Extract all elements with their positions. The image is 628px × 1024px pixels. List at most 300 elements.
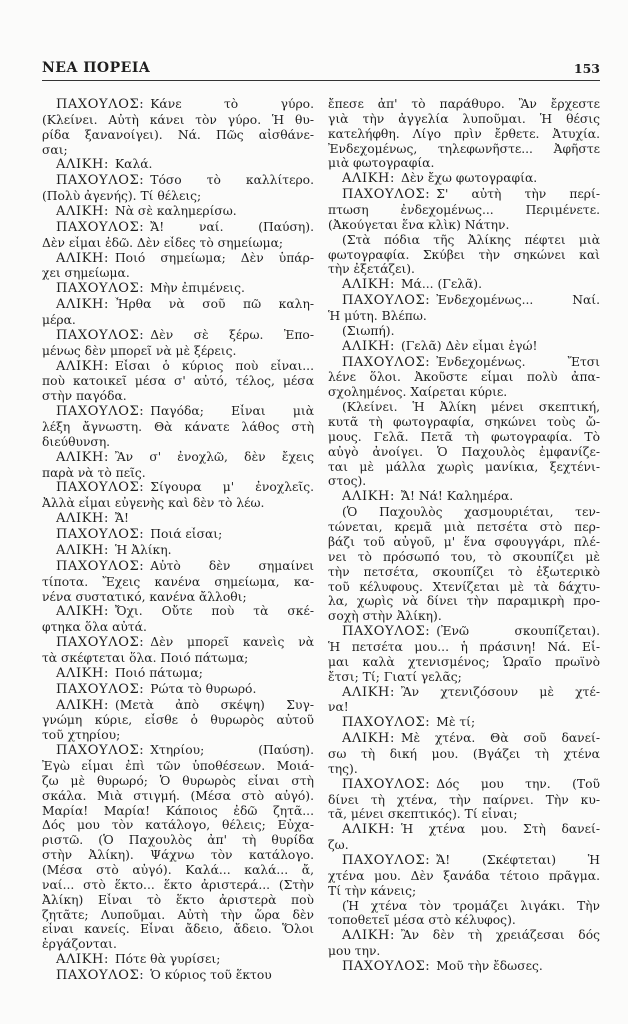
- stage-direction-paragraph: [328, 505, 600, 624]
- line-text: νει τὸ πρόσωπό του, τὸ σκουπίζει μὲ: [328, 549, 600, 564]
- line-text: (Ἐνῶ σκουπίζεται).: [436, 624, 600, 639]
- line-text: ἐργάζονται.: [42, 937, 117, 952]
- text-line: [328, 550, 600, 565]
- text-line: [42, 863, 314, 878]
- text-line: [42, 220, 314, 236]
- line-text: Ἀλλὰ εἶμαι εὐγενὴς καὶ δὲν τὸ λέω.: [42, 496, 265, 511]
- text-line: [42, 128, 314, 143]
- line-text: Ἂν σ' ἐνοχλῶ, δὲν ἔχεις: [114, 449, 314, 464]
- speaker-name: ΠΑΧΟΥΛΟΣ:: [342, 624, 431, 640]
- line-text: Ὄχι. Οὔτε ποὺ τὰ σκέ-: [114, 604, 314, 619]
- speaker-name: ΠΑΧΟΥΛΟΣ:: [56, 681, 145, 697]
- dialogue-paragraph: [328, 731, 600, 777]
- dialogue-paragraph: [42, 543, 314, 559]
- line-text: Ἄ! (Σκέφτεται) Ἡ: [436, 852, 600, 867]
- line-text: Σ' αὐτὴ τὴν περί-: [436, 187, 600, 202]
- dialogue-paragraph: [42, 604, 314, 635]
- speaker-name: ΠΑΧΟΥΛΟΣ:: [342, 715, 431, 731]
- line-text: Μά... (Γελᾶ).: [400, 277, 482, 292]
- text-line: [328, 928, 600, 944]
- text-line: [42, 590, 314, 605]
- speaker-name: ΠΑΧΟΥΛΟΣ:: [56, 219, 145, 235]
- line-text: εἶναι κανείς. Εἶναι ἄδειο, ἄδειο. Ὅλοι: [42, 922, 314, 937]
- speaker-name: ΠΑΧΟΥΛΟΣ:: [56, 635, 145, 651]
- line-text: Μοῦ τὴν ἔδωσες.: [436, 958, 543, 973]
- stage-direction-paragraph: [328, 324, 600, 339]
- text-line: [42, 698, 314, 714]
- line-text: Ἐνδεχομένως... Ναί.: [436, 293, 600, 308]
- text-line: [42, 313, 314, 328]
- line-text: Μὲ τί;: [436, 715, 476, 730]
- text-line: [42, 511, 314, 527]
- text-line: [328, 415, 600, 430]
- text-line: [328, 262, 600, 277]
- line-text: Ἐνδεχομένως. Ἔτσι: [436, 354, 600, 369]
- text-line: [328, 293, 600, 309]
- line-text: λα, χωρὶς νὰ δίνει τὴν παραμικρὴ προ-: [328, 594, 600, 609]
- line-text: Ποιό πάτωμα;: [114, 665, 203, 680]
- line-text: κυτᾶ τὴ φωτογραφία, σηκώνει τοὺς ὤ-: [328, 415, 600, 430]
- line-text: Αὐτὸ δὲν σημαίνει: [150, 558, 314, 573]
- text-line: [328, 884, 600, 899]
- dialogue-paragraph: [328, 685, 600, 716]
- line-text: Ὁ κύριος τοῦ ἕκτου: [150, 967, 272, 982]
- text-line: [42, 620, 314, 635]
- speaker-name: ΑΛΙΚΗ:: [56, 157, 109, 173]
- line-text: ζω.: [328, 838, 349, 853]
- line-text: ται μὲ μάλλα χωρὶς μανίκια, ξεχτένι-: [328, 459, 600, 474]
- line-text: Ἀλίκη) Εἶναι τὸ ἕκτο ἀριστερὰ ποὺ: [42, 892, 314, 907]
- dialogue-paragraph: [328, 822, 600, 853]
- stage-direction-paragraph: [328, 400, 600, 489]
- line-text: (Μέσα στὸ αὐγό). Καλά... καλά... ἄ,: [42, 862, 314, 877]
- text-line: [328, 777, 600, 793]
- text-line: [328, 489, 600, 505]
- speaker-name: ΑΛΙΚΗ:: [56, 297, 109, 313]
- speaker-name: ΠΑΧΟΥΛΟΣ:: [56, 281, 145, 297]
- line-text: Ἡ μύτη. Βλέπω.: [328, 309, 427, 324]
- text-line: [42, 728, 314, 743]
- dialogue-paragraph: [328, 928, 600, 959]
- line-text: Ἂν χτενιζόσουν μὲ χτέ-: [400, 684, 600, 699]
- text-line: [328, 640, 600, 655]
- line-text: Ἡ πετσέτα μου... ἡ πράσινη! Νά. Εἶ-: [328, 639, 600, 654]
- line-text: ζητᾶτε; Λυποῦμαι. Αὐτὴ τὴν ὥρα δὲν: [42, 907, 314, 922]
- text-line: [328, 430, 600, 445]
- text-line: [328, 853, 600, 869]
- line-text: Νὰ σὲ καλημερίσω.: [114, 204, 237, 219]
- speaker-name: ΠΑΧΟΥΛΟΣ:: [342, 187, 431, 203]
- line-text: γνώμη κύριε, εἶσθε ὁ θυρωρὸς αὐτοῦ: [42, 713, 314, 728]
- text-line: [42, 527, 314, 543]
- text-line: [328, 747, 600, 762]
- line-text: Ποιά εἶσαι;: [150, 527, 223, 542]
- line-text: (Μετὰ ἀπὸ σκέψη) Συγ-: [114, 697, 314, 712]
- speaker-name: ΠΑΧΟΥΛΟΣ:: [56, 173, 145, 189]
- text-line: [42, 604, 314, 620]
- line-text: Ρώτα τὸ θυρωρό.: [150, 681, 257, 696]
- speaker-name: ΑΛΙΚΗ:: [342, 822, 395, 838]
- dialogue-paragraph: [42, 559, 314, 605]
- line-text: Ἦρθα νὰ σοῦ πῶ καλη-: [114, 297, 314, 312]
- speaker-name: ΑΛΙΚΗ:: [56, 697, 109, 713]
- speaker-name: ΑΛΙΚΗ:: [342, 684, 395, 700]
- text-line: [42, 359, 314, 375]
- text-line: [42, 937, 314, 952]
- line-text: αὐγὸ ἀνοίγει. Ὁ Παχουλὸς ἐμφανίζε-: [328, 444, 600, 459]
- dialogue-paragraph: [42, 97, 314, 157]
- dialogue-paragraph: [42, 404, 314, 450]
- speaker-name: ΑΛΙΚΗ:: [56, 511, 109, 527]
- line-text: λέξη ἄγνωστη. Θὰ κάνατε λάθος στὴ: [42, 420, 314, 435]
- text-line: [328, 959, 600, 975]
- dialogue-paragraph: [42, 328, 314, 359]
- text-line: [42, 281, 314, 297]
- speaker-name: ΑΛΙΚΗ:: [56, 204, 109, 220]
- speaker-name: ΠΑΧΟΥΛΟΣ:: [56, 327, 145, 343]
- line-text: ναί... στὸ ἕκτο... ἕκτο ἀριστερά... (Στὴν: [42, 877, 314, 892]
- line-text: Δός μου την. (Τοῦ: [436, 776, 600, 791]
- text-line: [42, 204, 314, 220]
- text-line: [42, 189, 314, 204]
- stage-direction-paragraph: [328, 899, 600, 929]
- text-line: [328, 355, 600, 371]
- speaker-name: ΑΛΙΚΗ:: [56, 604, 109, 620]
- line-text: Δὲν μπορεῖ κανεὶς νὰ: [150, 635, 314, 650]
- line-text: Παγόδα; Εἶναι μιὰ: [150, 404, 314, 419]
- line-text: (Κλείνει. Ἡ Ἀλίκη μένει σκεπτική,: [342, 400, 600, 415]
- line-text: μαι καλὰ χτενισμένος; Ὡραῖο πρωϊνὸ: [328, 654, 600, 669]
- dialogue-paragraph: [328, 355, 600, 401]
- dialogue-paragraph: [42, 743, 314, 952]
- text-line: [42, 389, 314, 404]
- speaker-name: ΑΛΙΚΗ:: [56, 665, 109, 681]
- line-text: τὴν ἐξετάζει).: [328, 262, 415, 277]
- speaker-name: ΑΛΙΚΗ:: [342, 171, 395, 187]
- line-text: Πότε θὰ γυρίσει;: [114, 952, 221, 967]
- line-text: Καλά.: [114, 157, 153, 172]
- line-text: στὴν Ἀλίκη). Ψάχνω τὸν κατάλογο.: [42, 848, 314, 863]
- dialogue-paragraph: [42, 359, 314, 405]
- text-line: [328, 565, 600, 580]
- text-line: [42, 374, 314, 389]
- text-line: [42, 908, 314, 923]
- text-line: [42, 848, 314, 863]
- speaker-name: ΠΑΧΟΥΛΟΣ:: [56, 967, 145, 983]
- text-line: [42, 157, 314, 173]
- text-line: [328, 339, 600, 355]
- line-text: Ἄ! ναί. (Παύση).: [150, 219, 314, 234]
- line-text: γιὰ τὴν ἀγγελία λυποῦμαι. Ἡ θέσις: [328, 111, 600, 126]
- text-line: [328, 156, 600, 171]
- line-text: στὴν παγόδα.: [42, 389, 127, 404]
- text-line: [42, 404, 314, 420]
- dialogue-paragraph: [328, 853, 600, 899]
- line-text: μένως δὲν μπορεῖ νὰ μὲ ξέρεις.: [42, 343, 237, 358]
- line-text: διεύθυνση.: [42, 434, 111, 449]
- speaker-name: ΠΑΧΟΥΛΟΣ:: [342, 958, 431, 974]
- text-line: [328, 142, 600, 157]
- dialogue-paragraph: [328, 277, 600, 293]
- line-text: Δὲν ἔχω φωτογραφία.: [400, 171, 538, 186]
- dialogue-paragraph: [328, 171, 600, 187]
- dialogue-paragraph: [42, 698, 314, 744]
- running-header: [42, 58, 600, 81]
- line-text: Ἄ!: [114, 511, 129, 526]
- text-line: [42, 450, 314, 466]
- text-line: [42, 666, 314, 682]
- text-line: [328, 218, 600, 233]
- line-text: τοῦ χτηρίου;: [42, 728, 121, 743]
- line-text: τίποτα. Ἔχεις κανένα σημείωμα, κα-: [42, 574, 314, 589]
- text-line: [42, 173, 314, 189]
- text-line: [42, 575, 314, 590]
- text-line: [42, 480, 314, 496]
- line-text: Δὲν εἶμαι ἐδῶ. Δὲν εἶδες τὸ σημείωμα;: [42, 235, 284, 250]
- line-text: Μὲ χτένα. Θὰ σοῦ δανεί-: [400, 731, 600, 746]
- dialogue-paragraph: [328, 489, 600, 505]
- speaker-name: ΠΑΧΟΥΛΟΣ:: [342, 354, 431, 370]
- line-text: πτωση ἐνδεχομένως... Περιμένετε.: [328, 203, 600, 218]
- dialogue-paragraph: [328, 187, 600, 233]
- dialogue-paragraph: [328, 624, 600, 684]
- dialogue-paragraph: [42, 157, 314, 173]
- line-text: Δὲν σὲ ξέρω. Ἐπο-: [150, 327, 314, 342]
- text-line: [42, 789, 314, 804]
- text-line: [42, 774, 314, 789]
- dialogue-paragraph: [42, 297, 314, 328]
- text-line: [328, 474, 600, 489]
- text-line: [328, 700, 600, 715]
- line-text: ριστῶ. (Ὁ Παχουλὸς ἀπ' τὴ θυρίδα: [42, 833, 314, 848]
- text-line: [328, 505, 600, 520]
- line-text: (Ἡ χτένα τὸν τρομάζει λιγάκι. Τὴν: [342, 898, 600, 913]
- text-line: [328, 807, 600, 822]
- text-line: [328, 233, 600, 248]
- text-line: [328, 685, 600, 701]
- line-text: Εἶσαι ὁ κύριος ποὺ εἶναι...: [114, 358, 314, 373]
- text-line: [42, 543, 314, 559]
- text-line: [42, 804, 314, 819]
- text-line: [42, 266, 314, 281]
- text-line: [328, 731, 600, 747]
- text-line: [328, 670, 600, 685]
- text-line: [42, 878, 314, 893]
- text-line: [328, 838, 600, 853]
- speaker-name: ΠΑΧΟΥΛΟΣ:: [56, 97, 145, 112]
- text-line: [42, 251, 314, 267]
- text-line: [42, 968, 314, 984]
- text-line: [328, 762, 600, 777]
- line-text: φτηκα ὅλα αὐτά.: [42, 620, 147, 635]
- text-line: [328, 580, 600, 595]
- dialogue-paragraph: [42, 511, 314, 527]
- line-text: δίνει τὴ χτένα, τὴν παίρνει. Τὴν κυ-: [328, 792, 600, 807]
- line-text: ἔπεσε ἀπ' τὸ παράθυρο. Ἂν ἔρχεστε: [328, 97, 600, 111]
- speaker-name: ΠΑΧΟΥΛΟΣ:: [56, 743, 145, 759]
- line-text: τοῦ κέλυφους. Χτενίζεται μὲ τὰ δάχτυ-: [328, 579, 600, 594]
- right-text-column: [328, 97, 600, 975]
- line-text: τᾶ, μένει σκεπτικός). Τί εἶναι;: [328, 807, 518, 822]
- dialogue-paragraph: [42, 251, 314, 282]
- line-text: νένα συστατικό, κανένα ἄλλοθι;: [42, 589, 247, 604]
- line-text: (Γελᾶ) Δὲν εἶμαι ἐγώ!: [400, 338, 538, 353]
- text-line: [42, 952, 314, 968]
- line-text: λένε ὅλοι. Ἀκοῦστε εἶμαι πολὺ ἀπα-: [328, 370, 600, 385]
- text-line: [42, 420, 314, 435]
- text-line: [42, 713, 314, 728]
- line-text: της).: [328, 761, 358, 776]
- text-line: [328, 609, 600, 624]
- line-text: (Πολὺ ἀγενής). Τί θέλεις;: [42, 189, 202, 204]
- dialogue-paragraph: [42, 968, 314, 984]
- dialogue-paragraph: [42, 281, 314, 297]
- line-text: στος).: [328, 474, 367, 489]
- line-text: Ἂν δὲν τὴ χρειάζεσαι δός: [400, 928, 600, 943]
- line-text: σαι;: [42, 142, 68, 157]
- text-line: [42, 682, 314, 698]
- dialogue-paragraph: [42, 952, 314, 968]
- line-text: (Ἀκούγεται ἕνα κλὶκ) Νάτην.: [328, 217, 510, 232]
- dialogue-paragraph: [328, 293, 600, 324]
- speaker-name: ΠΑΧΟΥΛΟΣ:: [56, 527, 145, 543]
- text-line: [328, 899, 600, 914]
- line-text: (Κλείνει. Αὐτὴ κάνει τὸν γύρο. Ἡ θυ-: [42, 112, 314, 127]
- text-line: [42, 833, 314, 848]
- dialogue-paragraph: [328, 339, 600, 355]
- text-line: [328, 309, 600, 324]
- dialogue-paragraph: [42, 682, 314, 698]
- text-line: [42, 818, 314, 833]
- text-line: [42, 651, 314, 666]
- text-line: [328, 520, 600, 535]
- line-text: τοποθετεῖ μέσα στὸ κέλυφος).: [328, 913, 516, 928]
- text-line: [328, 277, 600, 293]
- speaker-name: ΑΛΙΚΗ:: [342, 731, 395, 747]
- line-text: ρίδα ξανανοίγει). Νά. Πῶς αἰσθάνε-: [42, 127, 314, 142]
- text-line: [42, 635, 314, 651]
- speaker-name: ΑΛΙΚΗ:: [342, 338, 395, 354]
- text-line: [328, 535, 600, 550]
- text-line: [328, 445, 600, 460]
- line-text: Ποιό σημείωμα; Δὲν ὑπάρ-: [114, 250, 314, 265]
- speaker-name: ΠΑΧΟΥΛΟΣ:: [342, 852, 431, 868]
- page-number: 153: [573, 61, 600, 76]
- text-line: [328, 112, 600, 127]
- text-line: [42, 344, 314, 359]
- line-text: Ἡ Ἀλίκη.: [114, 542, 172, 557]
- text-line: [328, 822, 600, 838]
- speaker-name: ΠΑΧΟΥΛΟΣ:: [56, 480, 145, 496]
- line-text: τώνεται, κρεμᾶ μιὰ πετσέτα στὸ περ-: [328, 520, 600, 535]
- line-text: κατελήφθη. Λίγο πρὶν ἔρθετε. Ἀτυχία.: [328, 126, 600, 141]
- dialogue-paragraph: [42, 480, 314, 511]
- line-text: Σίγουρα μ' ἐνοχλεῖς.: [150, 480, 314, 495]
- text-line: [42, 496, 314, 511]
- line-text: μου την.: [328, 944, 381, 959]
- text-line: [328, 171, 600, 187]
- text-line: [328, 370, 600, 385]
- speaker-name: ΠΑΧΟΥΛΟΣ:: [56, 558, 145, 574]
- dialogue-paragraph: [42, 204, 314, 220]
- text-line: [42, 113, 314, 128]
- line-text: χει σημείωμα.: [42, 266, 130, 281]
- line-text: Ἡ χτένα μου. Στὴ δανεί-: [400, 822, 600, 837]
- text-line: [42, 236, 314, 251]
- line-text: Κάνε τὸ γύρο.: [150, 97, 314, 111]
- line-text: ποὺ κατοικεῖ μέσα σ' αὐτό, τέλος, μέσα: [42, 374, 314, 389]
- text-line: [42, 922, 314, 937]
- stage-direction-paragraph: [328, 233, 600, 278]
- line-text: Ἐγὼ εἶμαι ἐπὶ τῶν ὑποθέσεων. Μοιά-: [42, 758, 314, 773]
- line-text: Μαρία! Μαρία! Κάποιος ἐδῶ ζητᾶ...: [42, 803, 314, 818]
- line-text: (Στὰ πόδια τῆς Ἀλίκης πέφτει μιὰ: [342, 232, 600, 247]
- text-line: [328, 127, 600, 142]
- line-text: βάζι τοῦ αὐγοῦ, μ' ἕνα σφουγγάρι, πλέ-: [328, 534, 600, 549]
- line-text: μέρα.: [42, 313, 76, 328]
- text-line: [42, 559, 314, 575]
- text-line: [328, 385, 600, 400]
- stage-direction-paragraph: [328, 97, 600, 171]
- line-text: Ἐνδεχομένως, τηλεφωνῆστε... Ἀφῆστε: [328, 141, 600, 156]
- text-line: [42, 297, 314, 313]
- line-text: Ἄ! Νά! Καλημέρα.: [400, 489, 514, 504]
- speaker-name: ΑΛΙΚΗ:: [342, 928, 395, 944]
- text-line: [42, 97, 314, 113]
- text-line: [42, 435, 314, 450]
- text-line: [328, 655, 600, 670]
- text-line: [328, 97, 600, 112]
- text-line: [328, 594, 600, 609]
- left-text-column: [42, 97, 314, 984]
- speaker-name: ΠΑΧΟΥΛΟΣ:: [342, 293, 431, 309]
- line-text: σοχὴ στὴν Ἀλίκη).: [328, 609, 442, 624]
- dialogue-paragraph: [42, 220, 314, 251]
- line-text: μους. Γελᾶ. Πετᾶ τὴ φωτογραφία. Τὸ: [328, 429, 600, 444]
- text-line: [42, 893, 314, 908]
- line-text: σω τὴ δική μου. (Βγάζει τὴ χτένα: [328, 746, 600, 761]
- dialogue-paragraph: [328, 777, 600, 823]
- text-line: [328, 869, 600, 884]
- text-line: [328, 913, 600, 928]
- speaker-name: ΠΑΧΟΥΛΟΣ:: [56, 404, 145, 420]
- text-line: [42, 743, 314, 759]
- text-line: [328, 248, 600, 263]
- speaker-name: ΑΛΙΚΗ:: [56, 952, 109, 968]
- line-text: χτένα μου. Δὲν ξανάδα τέτοιο πρᾶγμα.: [328, 868, 600, 883]
- dialogue-paragraph: [328, 715, 600, 731]
- text-line: [328, 793, 600, 808]
- dialogue-paragraph: [42, 635, 314, 666]
- speaker-name: ΑΛΙΚΗ:: [56, 542, 109, 558]
- journal-title: ΝΕΑ ΠΟΡΕΙΑ: [42, 60, 151, 76]
- text-line: [42, 328, 314, 344]
- text-line: [42, 143, 314, 158]
- line-text: Χτηρίου; (Παύση).: [150, 743, 314, 758]
- line-text: (Σιωπή).: [342, 323, 395, 338]
- speaker-name: ΑΛΙΚΗ:: [342, 489, 395, 505]
- line-text: ἔτσι; Τί; Γιατί γελᾶς;: [328, 669, 462, 684]
- line-text: Τί τὴν κάνεις;: [328, 883, 417, 898]
- text-line: [328, 944, 600, 959]
- line-text: ζω μὲ θυρωρό; Ὁ θυρωρὸς εἶναι στὴ: [42, 773, 314, 788]
- dialogue-paragraph: [328, 959, 600, 975]
- speaker-name: ΑΛΙΚΗ:: [342, 277, 395, 293]
- text-line: [328, 624, 600, 640]
- text-line: [328, 715, 600, 731]
- line-text: φωτογραφία. Σκύβει τὴν σηκώνει καὶ: [328, 247, 600, 262]
- dialogue-paragraph: [42, 173, 314, 204]
